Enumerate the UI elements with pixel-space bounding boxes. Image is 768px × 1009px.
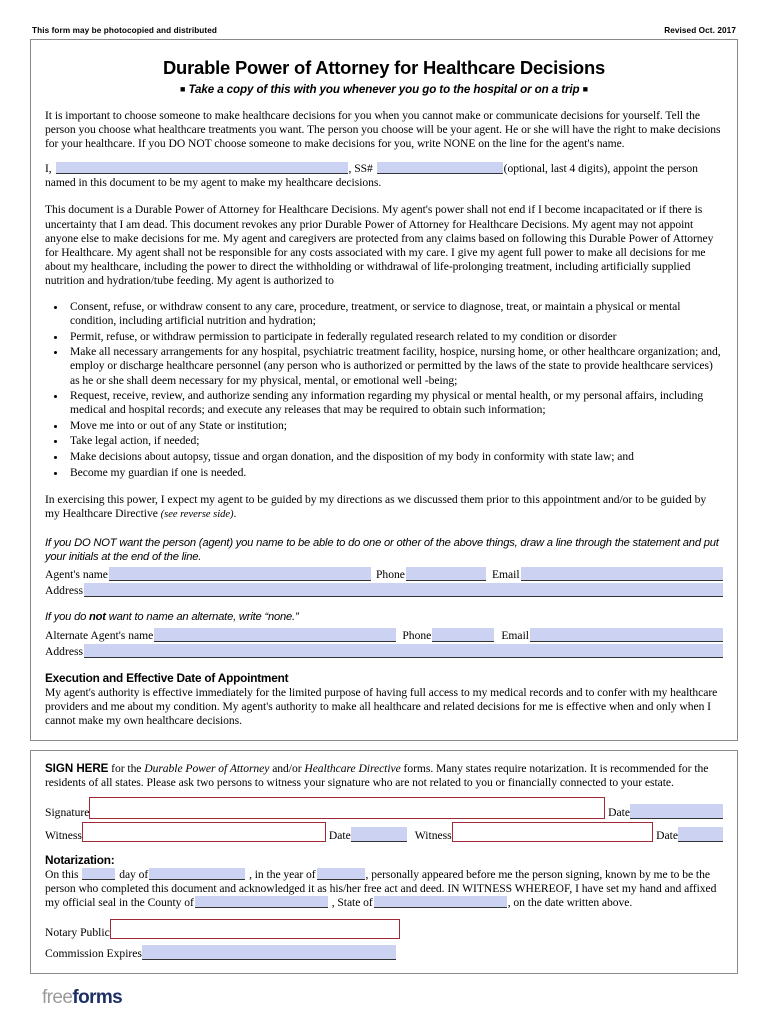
- sign-here-text-a: for the: [108, 761, 145, 775]
- logo-text-free: free: [42, 987, 73, 1009]
- principal-declaration-line: [45, 162, 723, 190]
- document-subtitle-text: Take a copy of this with you whenever you go to the hospital or on a trip: [188, 83, 580, 96]
- agent-address-input[interactable]: [84, 583, 723, 597]
- notarization-heading: Notarization:: [45, 853, 115, 868]
- commission-expires-input[interactable]: [142, 945, 396, 960]
- witness-row: [45, 822, 723, 842]
- alternate-note-emphasis: not: [89, 611, 106, 624]
- document-subtitle: [45, 83, 723, 96]
- list-item: • Request, receive, review, and authorize sending any information regarding my physical or mental health, or my personal affairs, including medical and hospital records; and execute any releases that may be required to obtain such information;: [67, 389, 723, 417]
- sign-here-instructions: [45, 762, 723, 790]
- notary-day-input[interactable]: [82, 868, 115, 880]
- agent-email-input[interactable]: [521, 567, 723, 581]
- agent-contact-row: [45, 567, 723, 581]
- alternate-agent-name-label: Alternate Agent's name: [45, 628, 154, 642]
- alternate-note-part2: want to name an alternate, write “none.”: [105, 611, 299, 624]
- agent-name-label: Agent's name: [45, 568, 108, 582]
- list-item: • Make all necessary arrangements for any hospital, psychiatric treatment facility, hospice, nursing home, or other healthcare organization; and, employ or discharge healthcare personnel (any person who is authorized or permitted by the laws of the state to provide healthcare services) as he or she shall deem necessary for my physical, mental, or emotional well -being;: [67, 345, 723, 387]
- on-this-label: On this: [45, 868, 79, 882]
- grant-of-authority-paragraph: This document is a Durable Power of Attorney for Healthcare Decisions. My agent's power shall not end if I become incapacitated or if there is uncertainty that I am dead. This document revokes any prior Durable Power of Attorney for Healthcare Decisions. My agent may not appoint anyone else to make decisions for me. My agent and caregivers are protected from any claims based on following this Durable Power of Attorney for Healthcare. My agent shall not be responsible for any costs associated with my care. I give my agent full power to make all decisions for me about my healthcare, including the power to direct the withholding or withdrawal of life-prolonging treatment, including artificially supplied nutrition and hydration/tube feeding. My agent is authorized to: [45, 203, 714, 287]
- logo-text-forms: forms: [72, 987, 123, 1009]
- alternate-instruction-note: [45, 610, 723, 625]
- list-item: • Move me into or out of any State or institution;: [67, 419, 723, 433]
- execution-section-heading: Execution and Effective Date of Appointment: [45, 670, 289, 685]
- dpoa-form-name: Durable Power of Attorney: [144, 761, 270, 775]
- guidance-paragraph: [45, 493, 723, 522]
- alternate-address-row: [45, 644, 723, 658]
- witness2-label: Witness: [414, 829, 452, 843]
- guidance-period: .: [233, 506, 237, 520]
- list-item: • Become my guardian if one is needed.: [67, 466, 723, 480]
- alternate-address-input[interactable]: [84, 644, 723, 658]
- strike-instruction-note: If you DO NOT want the person (agent) you name to be able to do one or other of the above things, draw a line through the statement and put your initials at the end of the line.: [45, 536, 719, 564]
- principal-name-input[interactable]: [56, 162, 348, 174]
- execution-paragraph: My agent's authority is effective immediately for the limited purpose of having full access to my medical records and to confer with my healthcare providers and me about my condition. My agent's authority to make all healthcare and related decisions for me is effective when and only when I cannot make my own healthcare decisions.: [45, 685, 718, 727]
- witness1-input[interactable]: [82, 822, 326, 842]
- signature-label: Signature: [45, 806, 90, 820]
- sign-here-text-b: and/or: [269, 761, 305, 775]
- principal-line-trailing-text: (optional, last 4 digits), appoint the person named in this document to be my agent to make my healthcare decisions.: [45, 162, 698, 190]
- notary-year-input[interactable]: [317, 868, 365, 880]
- agent-email-label: Email: [491, 568, 520, 582]
- alternate-phone-input[interactable]: [432, 628, 494, 642]
- intro-paragraph: It is important to choose someone to make healthcare decisions for you when you cannot make or communicate decisions for yourself. Tell the person you choose what healthcare treatments you want. The person you choose will be your agent. He or she will have the right to make decisions for your healthcare. If you DO NOT choose someone to make decisions for you, write NONE on the line for the agent's name.: [45, 109, 721, 151]
- witness1-date-label: Date: [328, 829, 351, 843]
- see-reverse-side-note: (see reverse side): [160, 508, 234, 520]
- alternate-note-part1: If you do: [45, 611, 90, 624]
- alternate-phone-label: Phone: [402, 628, 432, 642]
- photocopy-notice: This form may be photocopied and distributed: [32, 26, 217, 35]
- square-marker-left-icon: ■: [180, 84, 186, 94]
- witness1-date-input[interactable]: [351, 827, 407, 842]
- healthcare-directive-form-name: Healthcare Directive: [304, 761, 401, 775]
- document-meta-line: [30, 0, 738, 39]
- signature-row: [45, 797, 723, 819]
- signature-date-label: Date: [608, 806, 630, 820]
- in-the-year-label: , in the year of: [249, 868, 316, 882]
- witness2-date-input[interactable]: [678, 827, 723, 842]
- notarization-body-end: , on the date written above.: [507, 896, 633, 910]
- witness2-date-label: Date: [656, 829, 678, 843]
- notarization-body-mid: , personally appeared before me the person signing, known by me to be the person who completed this document and acknowledged it as his/her free act and deed. IN WITNESS WHEREOF, I have set my hand and affixed my official seal in the County of: [45, 868, 717, 910]
- sign-here-label: SIGN HERE: [45, 761, 109, 775]
- commission-expires-label: Commission Expires: [45, 947, 142, 961]
- freeforms-logo: [30, 974, 738, 1009]
- alternate-email-label: Email: [501, 628, 530, 642]
- agent-phone-label: Phone: [375, 568, 405, 582]
- i-label: I,: [45, 162, 52, 176]
- notary-public-label: Notary Public: [45, 926, 110, 940]
- list-item: • Permit, refuse, or withdraw permission to participate in federally regulated research related to my condition or disorder: [67, 330, 723, 344]
- state-of-label: , State of: [331, 896, 373, 910]
- list-item: • Make decisions about autopsy, tissue and organ donation, and the disposition of my body in conformity with state law; and: [67, 450, 723, 464]
- signature-section-box: [30, 750, 738, 974]
- ss-label: , SS#: [348, 162, 373, 176]
- witness1-label: Witness: [45, 829, 82, 843]
- revision-date: Revised Oct. 2017: [664, 26, 736, 35]
- witness2-input[interactable]: [452, 822, 653, 842]
- agent-name-input[interactable]: [109, 567, 371, 581]
- signature-input[interactable]: [89, 797, 605, 819]
- alternate-agent-name-input[interactable]: [154, 628, 396, 642]
- agent-phone-input[interactable]: [406, 567, 486, 581]
- guidance-text: In exercising this power, I expect my agent to be guided by my directions as we discussed them prior to this appointment and/or to be guided by my Healthcare Directive: [45, 492, 707, 520]
- list-item: • Consent, refuse, or withdraw consent to any care, procedure, treatment, or service to diagnose, treat, or maintain a physical or mental condition, including artificial nutrition and hydration;: [67, 300, 723, 328]
- notary-public-input[interactable]: [110, 919, 400, 939]
- alternate-agent-contact-row: [45, 628, 723, 642]
- notary-public-row: [45, 919, 723, 939]
- square-marker-right-icon: ■: [582, 84, 588, 94]
- authorized-powers-list: [45, 300, 723, 480]
- agent-address-label: Address: [45, 584, 83, 598]
- alternate-email-input[interactable]: [530, 628, 723, 642]
- notarization-paragraph: [45, 868, 723, 910]
- alternate-address-label: Address: [45, 644, 83, 658]
- list-item: • Take legal action, if needed;: [67, 434, 723, 448]
- notary-county-input[interactable]: [195, 896, 328, 908]
- page-title: Durable Power of Attorney for Healthcare Decisions: [162, 57, 606, 78]
- signature-date-input[interactable]: [630, 804, 723, 819]
- day-of-label: day of: [119, 868, 149, 882]
- sign-here-text-c: forms. Many states require notarization. It is recommended for the residents of all states. Please ask two persons to witness your signature who are not related to you or financially connected to your estate.: [45, 761, 709, 789]
- commission-expires-row: [45, 945, 723, 960]
- agent-address-row: [45, 583, 723, 597]
- ssn-last4-input[interactable]: [377, 162, 503, 174]
- main-form-box: [30, 39, 738, 741]
- notary-month-input[interactable]: [149, 868, 245, 880]
- notary-state-input[interactable]: [374, 896, 507, 908]
